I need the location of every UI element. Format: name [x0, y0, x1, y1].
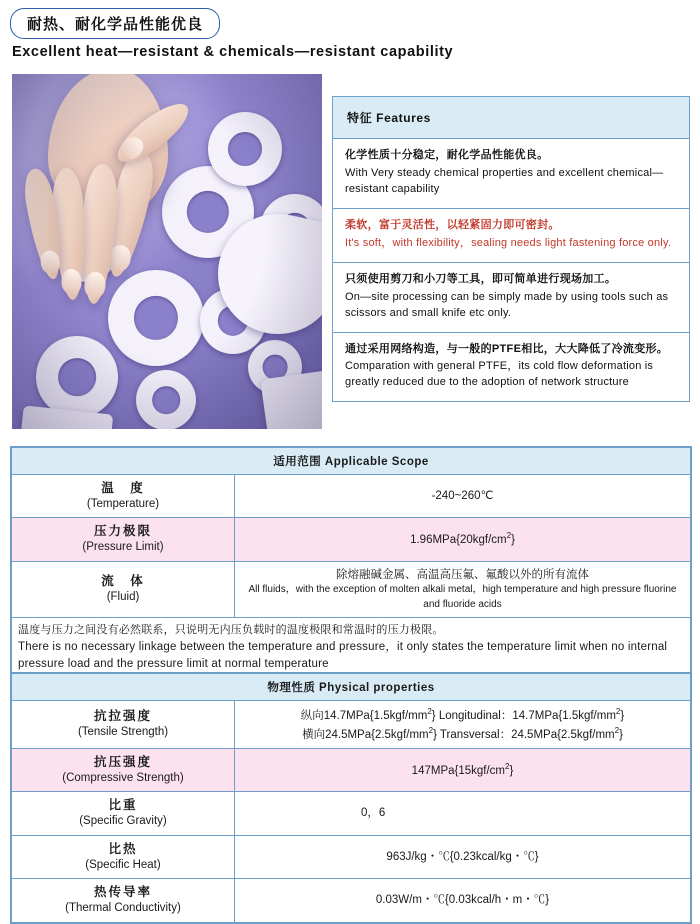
physical-label-specific-gravity	[12, 792, 235, 835]
table-row	[12, 518, 691, 561]
table-row	[12, 448, 691, 475]
table-row	[12, 835, 691, 878]
feature-text-cn: 只须使用剪刀和小刀等工具，即可简单进行现场加工。	[345, 272, 617, 285]
scope-note-en: There is no necessary linkage between the temperature and pressure，it only states the temperature limit when no internal pressure load and the pressure limit at normal temperature	[18, 641, 668, 671]
scope-label-pressure-limit	[12, 518, 235, 561]
label-cn: 热传导率	[93, 885, 152, 900]
feature-text-en: It's soft，with flexibility，sealing needs light fastening force only.	[345, 236, 672, 249]
feature-text-cn: 柔软，富于灵活性，以轻紧固力即可密封。	[345, 218, 560, 231]
label-en: (Specific Heat)	[85, 858, 161, 871]
fluid-value-cn: 除熔融碱金属、高温高压氟、氟酸以外的所有流体	[336, 568, 589, 581]
page-subtitle: Excellent heat—resistant & chemicals—resistant capability	[12, 44, 454, 60]
scope-value-temperature: -240~260℃	[235, 475, 691, 518]
page-title-badge: 耐热、耐化学品性能优良	[10, 8, 220, 39]
value-line-1: 纵向$14.7MPa\{1.5kgf/mm^2\}$ Longitudinal：$14.7MPa\{1.5kgf/mm^2\}$	[300, 707, 625, 722]
physical-title: 物理性质 Physical properties	[12, 674, 691, 701]
label-cn: 抗压强度	[93, 755, 152, 769]
product-photo	[12, 74, 322, 429]
table-row	[12, 674, 691, 701]
feature-item	[333, 333, 689, 402]
pressure-value: $1.96MPa\{20kgf/cm^2\}$	[410, 531, 515, 547]
physical-label-compressive-strength	[12, 749, 235, 792]
feature-text-en: With Very steady chemical properties and excellent chemical—resistant capability	[345, 166, 664, 195]
label-cn: 压力极限	[93, 524, 152, 539]
feature-text-cn: 通过采用网络构造，与一般的PTFE相比，大大降低了冷流变形。	[345, 342, 669, 355]
label-en: (Fluid)	[106, 591, 140, 604]
feature-text-cn: 化学性质十分稳定，耐化学品性能优良。	[345, 149, 549, 161]
table-row	[12, 561, 691, 618]
table-row	[12, 475, 691, 518]
table-row	[12, 749, 691, 792]
features-panel	[332, 96, 690, 402]
physical-value-specific-gravity: 0，6	[235, 792, 691, 835]
physical-properties-table	[10, 672, 692, 924]
label-en: (Compressive Strength)	[62, 771, 184, 784]
label-cn: 比热	[108, 841, 138, 856]
value-line-2: 横向$24.5MPa\{2.5kgf/mm^2\}$ Transversal：$24.5MPa\{2.5kgf/mm^2\}$	[302, 725, 623, 741]
label-en: (Thermal Conductivity)	[65, 902, 181, 915]
label-cn: 温 度	[101, 481, 145, 495]
physical-value-tensile-strength	[235, 701, 691, 749]
table-row	[12, 701, 691, 749]
feature-item	[333, 263, 689, 333]
scope-note-cn: 温度与压力之间没有必然联系，只说明无内压负载时的温度极限和常温时的压力极限。	[18, 624, 444, 637]
feature-item	[333, 209, 689, 263]
scope-value-fluid	[235, 561, 691, 618]
physical-label-specific-heat	[12, 835, 235, 878]
feature-text-en: Comparation with general PTFE，its cold flow deformation is greatly reduced due to the adoption of network structure	[345, 360, 654, 389]
physical-label-thermal-conductivity	[12, 879, 235, 922]
physical-label-tensile-strength	[12, 701, 235, 749]
scope-label-temperature	[12, 475, 235, 518]
physical-value-thermal-conductivity: 0.03W/m・℃{0.03kcal/h・m・℃}	[235, 879, 691, 922]
scope-label-fluid	[12, 561, 235, 618]
label-cn: 比重	[108, 798, 138, 813]
scope-title: 适用范围 Applicable Scope	[12, 448, 691, 475]
label-en: (Specific Gravity)	[79, 815, 167, 828]
scope-note	[12, 618, 691, 678]
table-row	[12, 792, 691, 835]
feature-text-en: On—site processing can be simply made by using tools such as scissors and small knife etc only.	[345, 290, 669, 319]
label-en: (Pressure Limit)	[82, 541, 164, 554]
label-cn: 抗拉强度	[93, 709, 152, 724]
fluid-value-en: All fluids，with the exception of molten alkali metal，high temperature and high pressure fluorine and fluoride acids	[248, 584, 677, 610]
applicable-scope-table	[10, 446, 692, 680]
label-cn: 流 体	[101, 574, 145, 589]
label-en: (Temperature)	[86, 497, 160, 510]
physical-value-specific-heat: 963J/kg・℃{0.23kcal/kg・℃}	[235, 835, 691, 878]
scope-value-pressure-limit	[235, 518, 691, 561]
physical-value-compressive-strength: $147MPa\{15kgf/cm^2\}$	[235, 749, 691, 792]
feature-item	[333, 139, 689, 209]
photo-vignette	[12, 74, 322, 429]
table-row	[12, 879, 691, 922]
features-title: 特征 Features	[333, 97, 689, 139]
table-row	[12, 618, 691, 678]
label-en: (Tensile Strength)	[77, 726, 169, 739]
